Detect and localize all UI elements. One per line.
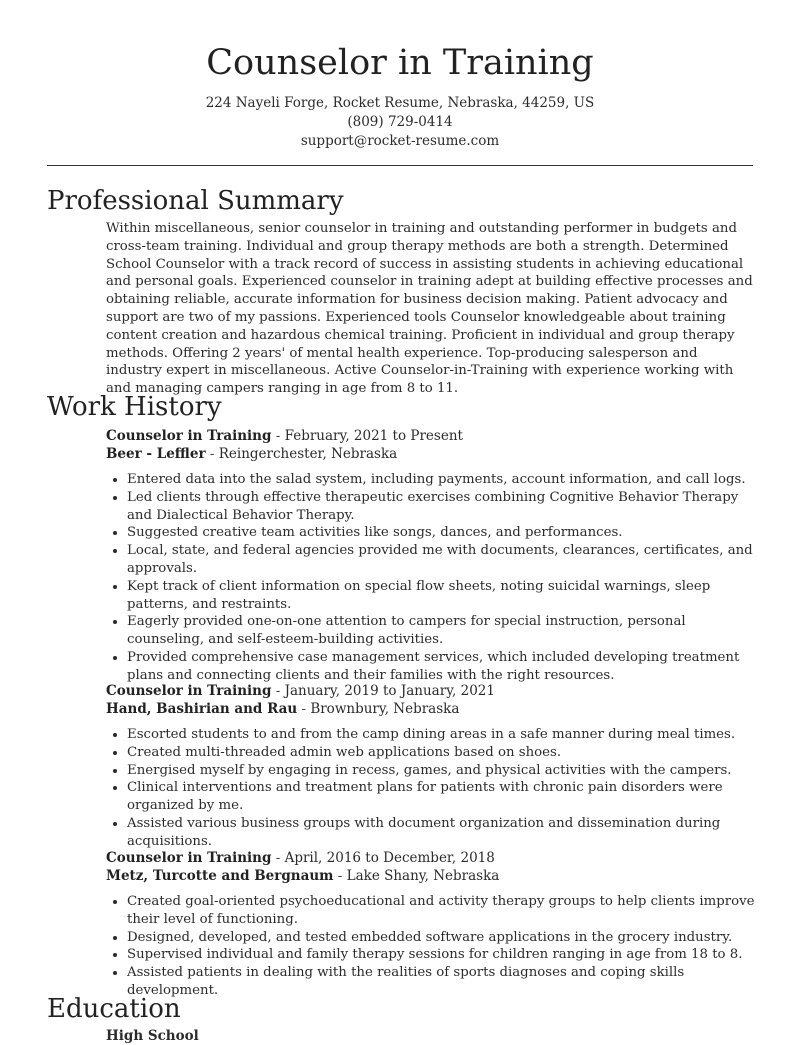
job-duty: • Created multi-threaded admin web applications based on shoes. [127, 744, 756, 762]
job-duty: • Local, state, and federal agencies provided me with documents, clearances, certificates, and approvals. [127, 542, 756, 578]
job-duty: • Assisted various business groups with document organization and dissemination during acquisitions. [127, 815, 756, 851]
job-duty: • Escorted students to and from the camp dining areas in a safe manner during meal times. [127, 726, 756, 744]
job-duties-list [106, 726, 756, 851]
education-entry: High School [106, 1028, 199, 1044]
job-duty: • Clinical interventions and treatment plans for patients with chronic pain disorders were organized by me. [127, 779, 756, 815]
job-duty: • Entered data into the salad system, including payments, account information, and call logs. [127, 471, 756, 489]
job-company-line: Beer - Leffler - Reingerchester, Nebraska [106, 446, 398, 462]
job-duty: • Led clients through effective therapeutic exercises combining Cognitive Behavior Therapy and Dialectical Behavior Therapy. [127, 489, 756, 525]
job-title-line: Counselor in Training - February, 2021 to Present [106, 428, 463, 444]
job-duties-list [106, 471, 756, 685]
job-position: Counselor in Training [106, 428, 272, 444]
job-position: Counselor in Training [106, 850, 272, 866]
job-location: Brownbury, Nebraska [310, 701, 460, 717]
job-title-line: Counselor in Training - April, 2016 to December, 2018 [106, 850, 495, 866]
summary-heading: Professional Summary [47, 186, 344, 216]
job-duty: • Eagerly provided one-on-one attention to campers for special instruction, personal counseling, and self-esteem-building activities. [127, 613, 756, 649]
job-duty: • Designed, developed, and tested embedded software applications in the grocery industry. [127, 929, 756, 947]
job-company-line: Metz, Turcotte and Bergnaum - Lake Shany, Nebraska [106, 868, 500, 884]
job-location: Reingerchester, Nebraska [218, 446, 398, 462]
job-duty: • Assisted patients in dealing with the realities of sports diagnoses and coping skills development. [127, 964, 756, 1000]
job-entry-2 [106, 682, 756, 851]
contact-info [0, 94, 800, 151]
job-company: Beer - Leffler [106, 446, 206, 462]
job-entry-1 [106, 427, 756, 685]
summary-text: Within miscellaneous, senior counselor in training and outstanding performer in budgets and cross-team training. Individual and group therapy methods are both a strength. Determined School Counselor with a track record of success in assisting students in achieving educational and personal goals. Experienced counselor in training adept at building effective processes and obtaining reliable, accurate information for business decision making. Patient advocacy and support are two of my passions. Experienced tools Counselor knowledgeable about training content creation and hazardous chemical training. Proficient in individual and group therapy methods. Offering 2 years' of mental health experience. Top-producing salesperson and industry expert in miscellaneous. Active Counselor-in-Training with experience working with and managing campers ranging in age from 8 to 11. [106, 221, 753, 397]
job-duty: • Energised myself by engaging in recess, games, and physical activities with the campers. [127, 762, 756, 780]
job-duty: • Supervised individual and family therapy sessions for children ranging in age from 18 to 8. [127, 946, 756, 964]
resume-header [0, 0, 800, 151]
job-location: Lake Shany, Nebraska [346, 868, 500, 884]
job-company-line: Hand, Bashirian and Rau - Brownbury, Nebraska [106, 701, 460, 717]
job-duty: • Suggested creative team activities like songs, dances, and performances. [127, 524, 756, 542]
job-dates: January, 2019 to January, 2021 [284, 683, 495, 699]
education-heading: Education [47, 994, 181, 1024]
job-position: Counselor in Training [106, 683, 272, 699]
candidate-name: Counselor in Training [206, 43, 594, 83]
job-duty: • Created goal-oriented psychoeducational and activity therapy groups to help clients improve their level of functioning. [127, 893, 756, 929]
job-company: Hand, Bashirian and Rau [106, 701, 298, 717]
job-company: Metz, Turcotte and Bergnaum [106, 868, 334, 884]
summary-body [106, 220, 756, 398]
job-duty: • Kept track of client information on special flow sheets, noting suicidal warnings, sleep patterns, and restraints. [127, 578, 756, 614]
contact-address: 224 Nayeli Forge, Rocket Resume, Nebraska, 44259, US [205, 95, 595, 111]
contact-email: support@rocket-resume.com [300, 133, 500, 149]
job-duty: • Provided comprehensive case management services, which included developing treatment plans and connecting clients and their families with the right resources. [127, 649, 756, 685]
job-entry-3 [106, 849, 756, 1000]
job-dates: April, 2016 to December, 2018 [284, 850, 495, 866]
job-title-line: Counselor in Training - January, 2019 to January, 2021 [106, 683, 495, 699]
work-history-heading: Work History [47, 392, 222, 422]
header-divider [47, 165, 753, 166]
contact-phone: (809) 729-0414 [347, 114, 453, 130]
job-dates: February, 2021 to Present [284, 428, 463, 444]
job-duties-list [106, 893, 756, 1000]
